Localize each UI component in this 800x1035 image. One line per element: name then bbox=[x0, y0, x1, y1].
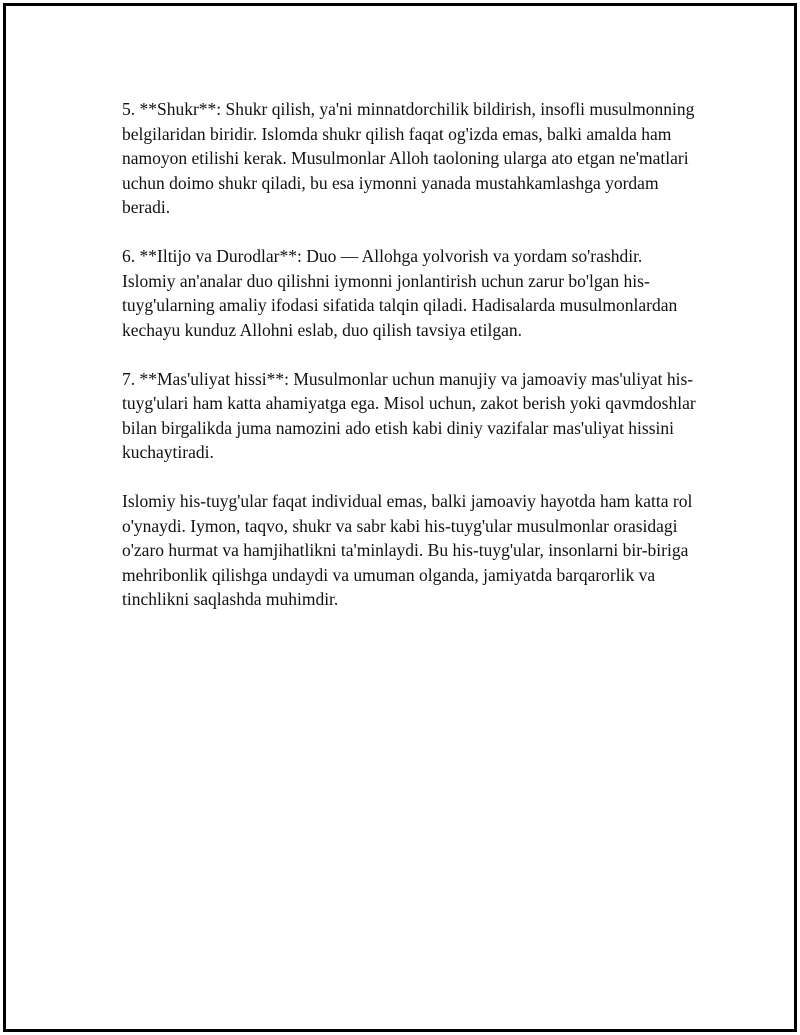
page-frame bbox=[3, 3, 797, 1032]
page-content bbox=[122, 97, 697, 636]
paragraph-conclusion: Islomiy his-tuyg'ular faqat individual emas, balki jamoaviy hayotda ham katta rol o'ynaydi. Iymon, taqvo, shukr va sabr kabi his-tuyg'ular musulmonlar orasidagi o'zaro hurmat va hamjihatlikni ta'minlaydi. Bu his-tuyg'ular, insonlarni bir-biriga mehribonlik qilishga undaydi va umuman olganda, jamiyatda barqarorlik va tinchlikni saqlashda muhimdir. bbox=[122, 491, 693, 609]
paragraph-shukr: 5. **Shukr**: Shukr qilish, ya'ni minnatdorchilik bildirish, insofli musulmonning belgilaridan biridir. Islomda shukr qilish faqat og'izda emas, balki amalda ham namoyon etilishi kerak. Musulmonlar Alloh taoloning ularga ato etgan ne'matlari uchun doimo shukr qiladi, bu esa iymonni yanada mustahkamlashga yordam beradi. bbox=[122, 99, 695, 217]
paragraph-iltijo-va-durodlar: 6. **Iltijo va Durodlar**: Duo — Allohga yolvorish va yordam so'rashdir. Islomiy an'analar duo qilishni iymonni jonlantirish uchun zarur bo'lgan his-tuyg'ularning amaliy ifodasi sifatida talqin qiladi. Hadisalarda musulmonlardan kechayu kunduz Allohni eslab, duo qilish tavsiya etilgan. bbox=[122, 246, 678, 340]
paragraph-masuliyat-hissi: 7. **Mas'uliyat hissi**: Musulmonlar uchun manujiy va jamoaviy mas'uliyat his-tuyg'ulari ham katta ahamiyatga ega. Misol uchun, zakot berish yoki qavmdoshlar bilan birgalikda juma namozini ado etish kabi diniy vazifalar mas'uliyat hissini kuchaytiradi. bbox=[122, 368, 696, 462]
